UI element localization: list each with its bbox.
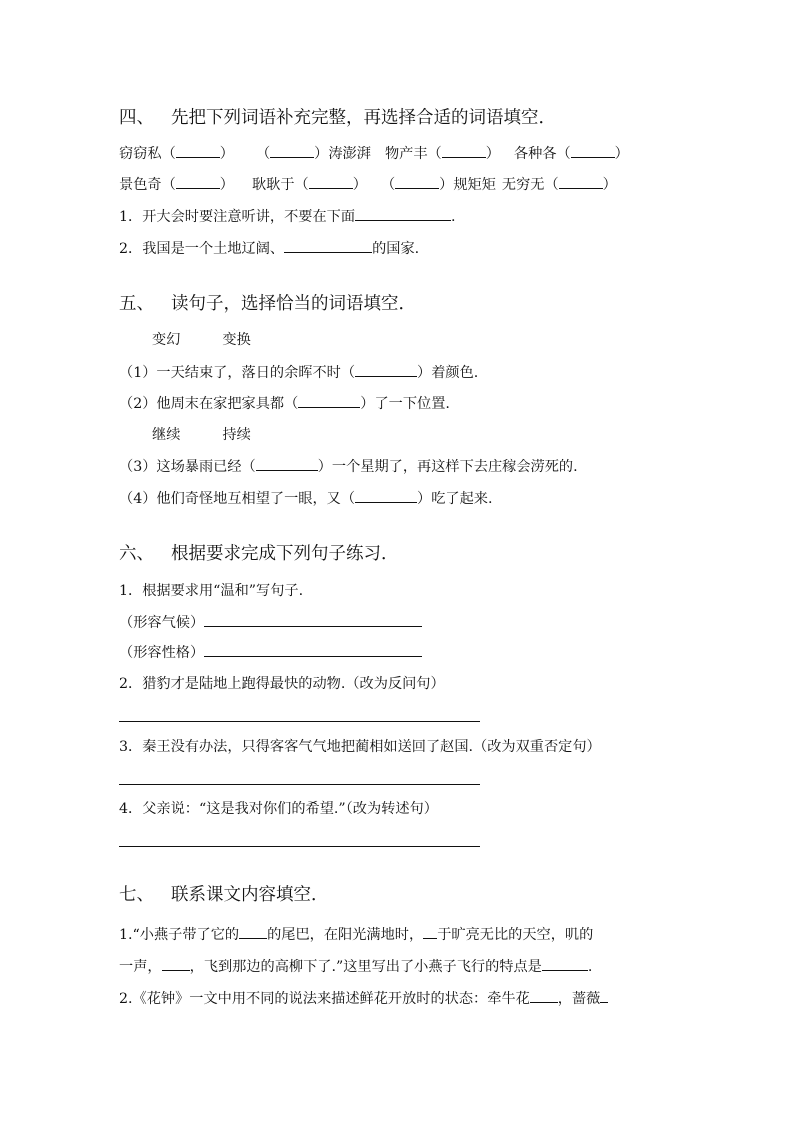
answer-blank[interactable] (355, 362, 417, 377)
s4-question-2 (119, 238, 419, 259)
s6-question-3 (119, 737, 601, 757)
s6-question-1b (119, 642, 422, 663)
section-5-heading (119, 292, 416, 316)
question-text-end: . (451, 209, 456, 225)
answer-blank[interactable] (176, 143, 220, 158)
s5-question-4 (119, 488, 492, 509)
paren-close: ） (602, 177, 617, 193)
word-prefix: 物产丰（ (384, 146, 442, 162)
section-7-heading (119, 883, 329, 907)
section-number: 七、 (119, 885, 154, 905)
answer-line[interactable] (119, 721, 480, 722)
question-text: （1）一天结束了，落日的余晖不时（ (119, 365, 356, 381)
sub-prompt: （形容性格） (119, 645, 205, 661)
paren-close: ） (219, 177, 234, 193)
question-text: 3．秦王没有办法，只得客客气气地把蔺相如送回了赵国.（改为双重否定句） (119, 739, 601, 755)
question-text: ，蔷薇 (557, 991, 601, 1007)
question-text: 1．开大会时要注意听讲，不要在下面 (119, 209, 356, 225)
answer-blank[interactable] (559, 174, 603, 189)
question-text: （3）这场暴雨已经（ (119, 459, 256, 475)
answer-line[interactable] (119, 784, 480, 785)
s6-question-1a (119, 612, 422, 633)
answer-blank[interactable] (298, 393, 360, 408)
answer-blank[interactable] (176, 174, 220, 189)
answer-blank[interactable] (542, 956, 588, 971)
answer-blank[interactable] (355, 488, 417, 503)
word-row-1 (119, 143, 629, 164)
s5-question-3 (119, 456, 578, 477)
paren-close: ） (219, 146, 234, 162)
word-prefix: 无穷无（ (501, 177, 559, 193)
answer-blank[interactable] (162, 956, 190, 971)
answer-blank[interactable] (204, 642, 422, 657)
question-text-end: ）了一下位置. (360, 396, 450, 412)
s5-question-1 (119, 362, 478, 383)
question-text: 一声， (119, 959, 162, 975)
question-text: 1．根据要求用“温和”写句子. (119, 583, 304, 599)
s7-line-3 (119, 988, 608, 1009)
word-prefix: 景色奇（ (119, 177, 176, 193)
s6-question-1 (119, 581, 303, 601)
s4-question-1 (119, 206, 456, 227)
answer-blank[interactable] (442, 143, 486, 158)
paren-close: ） (352, 177, 367, 193)
word-choice: 持续 (222, 427, 251, 443)
answer-blank[interactable] (423, 924, 437, 939)
section-title: 联系课文内容填空． (171, 885, 329, 905)
word-choice: 变幻 (152, 332, 181, 348)
section-number: 四、 (119, 108, 154, 128)
answer-blank[interactable] (239, 924, 267, 939)
question-text-end: 的国家. (372, 241, 420, 257)
s6-question-2 (119, 674, 445, 694)
word-prefix: 窃窃私（ (119, 146, 176, 162)
question-text: 于旷亮无比的天空，叽的 (437, 927, 594, 943)
section-4-heading (119, 106, 556, 130)
paren-close: ） (614, 146, 629, 162)
section-6-heading (119, 542, 399, 566)
answer-line[interactable] (119, 846, 480, 847)
word-choice: 继续 (152, 427, 181, 443)
question-text-end: ）着颜色. (417, 365, 479, 381)
word-suffix: ）规矩矩 (439, 177, 496, 193)
s7-line-2 (119, 956, 592, 977)
s6-question-4 (119, 799, 438, 819)
word-choices-1 (152, 330, 251, 350)
paren-open: （ (380, 177, 396, 193)
answer-blank[interactable] (530, 988, 558, 1003)
question-text: 1.“小燕子带了它的 (119, 927, 240, 943)
question-text-end: ）一个星期了，再这样下去庄稼会涝死的. (317, 459, 578, 475)
question-text: 的尾巴，在阳光满地时， (267, 927, 424, 943)
section-number: 五、 (119, 294, 154, 314)
answer-blank[interactable] (600, 988, 608, 1003)
answer-blank[interactable] (355, 206, 451, 221)
s7-line-1 (119, 924, 593, 945)
paren-close: ） (485, 146, 500, 162)
answer-blank[interactable] (309, 174, 353, 189)
word-choice: 变换 (222, 332, 251, 348)
question-text-end: ）吃了起来. (417, 491, 493, 507)
question-text: 2.《花钟》一文中用不同的说法来描述鲜花开放时的状态：牵牛花 (119, 991, 530, 1007)
answer-blank[interactable] (270, 143, 314, 158)
question-text: （2）他周末在家把家具都（ (119, 396, 299, 412)
question-text-end: . (587, 959, 593, 975)
word-prefix: 各种各（ (513, 146, 571, 162)
section-title: 读句子，选择恰当的词语填空． (171, 294, 416, 314)
word-suffix: ）涛澎湃 (314, 146, 371, 162)
word-row-2 (119, 174, 617, 195)
section-number: 六、 (119, 544, 154, 564)
answer-blank[interactable] (204, 612, 422, 627)
question-text: 2．我国是一个土地辽阔、 (119, 241, 285, 257)
word-prefix: 耿耿于（ (251, 177, 309, 193)
answer-blank[interactable] (395, 174, 439, 189)
sub-prompt: （形容气候） (119, 615, 205, 631)
question-text: 2．猎豹才是陆地上跑得最快的动物.（改为反问句） (119, 676, 445, 692)
section-title: 根据要求完成下列句子练习． (171, 544, 399, 564)
s5-question-2 (119, 393, 450, 414)
paren-open: （ (255, 146, 271, 162)
question-text: （4）他们奇怪地互相望了一眼，又（ (119, 491, 356, 507)
answer-blank[interactable] (284, 238, 372, 253)
answer-blank[interactable] (256, 456, 318, 471)
question-text: 4．父亲说：“这是我对你们的希望.”（改为转述句） (119, 801, 438, 817)
word-choices-2 (152, 425, 251, 445)
question-text: ，飞到那边的高柳下了.”这里写出了小燕子飞行的特点是 (189, 959, 542, 975)
section-title: 先把下列词语补充完整，再选择合适的词语填空． (171, 108, 556, 128)
answer-blank[interactable] (571, 143, 615, 158)
